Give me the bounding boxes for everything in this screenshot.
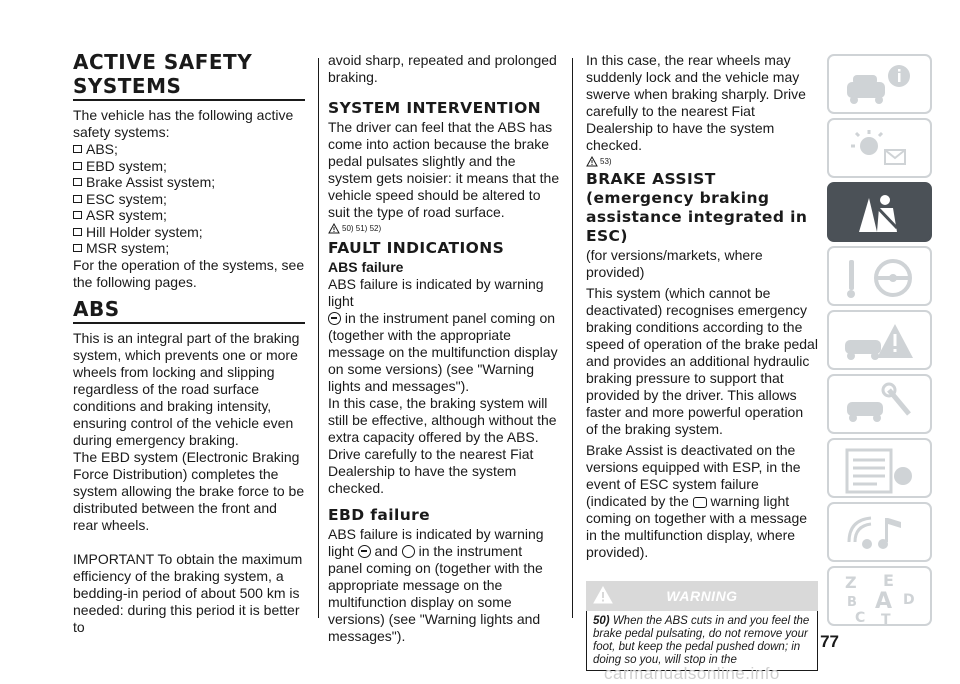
list-item: EBD system; (73, 158, 305, 175)
warning-triangle-icon (586, 156, 598, 167)
safety-icon (829, 184, 934, 244)
brake-assist-paragraph-1: This system (which cannot be deactivated) recognises emergency braking conditions according to the speed of operation of the brake pedal and provides an additional hydraulic braking pressure to support that provided by the driver. This allows faster and more powerful operation of the braking system. (586, 285, 818, 437)
heading-brake-assist: BRAKE ASSIST (emergency braking assistance integrated in ESC) (586, 170, 808, 245)
systems-list (73, 141, 305, 257)
svg-text:Z: Z (845, 573, 857, 592)
svg-text:T: T (881, 612, 891, 628)
warning-references: 50) 51) 52) (328, 223, 560, 234)
checkbox-bullet-icon (73, 244, 82, 252)
tab-multimedia[interactable] (827, 502, 932, 562)
tab-safety[interactable] (827, 182, 932, 242)
heading-abs-failure: ABS failure (328, 259, 404, 275)
list-item: ESC system; (73, 191, 305, 208)
heading-system-intervention: SYSTEM INTERVENTION (328, 99, 542, 117)
checkbox-bullet-icon (73, 178, 82, 186)
system-intervention-text: The driver can feel that the ABS has come into action because the brake pedal pulsates slightly and the system gets noisier: it means that the vehicle speed should be altered to suit the type of road surface. (328, 119, 560, 220)
versions-note: (for versions/markets, where provided) (586, 247, 763, 280)
intro-text: The vehicle has the following active safety systems: (73, 107, 294, 140)
brake-warning-light-icon (402, 545, 415, 558)
list-item: Hill Holder system; (73, 224, 305, 241)
abs-warning-light-icon (328, 312, 341, 325)
warning-banner: WARNING (586, 581, 818, 611)
section-title-active-safety: ACTIVE SAFETY SYSTEMS (73, 52, 305, 101)
tab-index[interactable] (827, 566, 932, 626)
checkbox-bullet-icon (73, 162, 82, 170)
technical-data-icon (829, 440, 934, 500)
column-2 (328, 52, 560, 645)
tab-emergency[interactable] (827, 310, 932, 370)
maintenance-icon (829, 376, 934, 436)
important-note: IMPORTANT To obtain the maximum efficiency of the braking system, a bedding-in period of about 500 km is needed: during this period it is better to (73, 550, 303, 635)
warning-reference: 53) (586, 156, 818, 167)
list-item: ASR system; (73, 207, 305, 224)
svg-text:C: C (855, 610, 866, 626)
list-item: MSR system; (73, 240, 305, 257)
svg-text:A: A (875, 589, 893, 614)
tab-maintenance[interactable] (827, 374, 932, 434)
esc-warning-light-icon (693, 497, 707, 508)
ebd-failure-text: ABS failure is indicated by warning light and in the instrument panel coming on (together with the appropriate message on the multifunction display on some versions) (see "Warning lights and messages"). (328, 526, 544, 644)
section-title-abs: ABS (73, 299, 305, 324)
checkbox-bullet-icon (73, 228, 82, 236)
checkbox-bullet-icon (73, 211, 82, 219)
abs-failure-paragraph-2: In this case, the braking system will still be effective, although without the extra capacity offered by the ABS. (328, 395, 557, 445)
warning-triangle-icon (328, 223, 340, 234)
starting-driving-icon (829, 248, 934, 308)
svg-text:D: D (903, 592, 915, 608)
svg-text:E: E (883, 571, 894, 590)
continued-text: avoid sharp, repeated and prolonged braking. (328, 52, 557, 85)
emergency-icon (829, 312, 934, 372)
abs-paragraph-1: This is an integral part of the braking system, which prevents one or more wheels from locking and slipping regardless of the road surface conditions and braking intensity, ensuring control of the vehicle even during emergency braking. (73, 329, 300, 448)
heading-fault-indications: FAULT INDICATIONS (328, 239, 505, 257)
column-3 (586, 52, 818, 671)
svg-text:B: B (847, 595, 857, 610)
checkbox-bullet-icon (73, 195, 82, 203)
warning-triangle-icon (592, 585, 614, 605)
brake-assist-paragraph-2: Brake Assist is deactivated on the versions equipped with ESP, in the event of ESC system failure (indicated by the warning light coming on together with a message in the multifunction display, where provided). (586, 442, 808, 560)
tab-warning-lights[interactable] (827, 118, 932, 178)
see-following-pages: For the operation of the systems, see the following pages. (73, 256, 305, 290)
list-item: ABS; (73, 141, 305, 158)
warning-text-box: 50) When the ABS cuts in and you feel the brake pedal pulsating, do not remove your foot, but keep the pedal pushed down; in doing so you, will stop in the (586, 611, 818, 671)
tab-technical-data[interactable] (827, 438, 932, 498)
abs-paragraph-2: The EBD system (Electronic Braking Force Distribution) completes the system allowing the brake force to be distributed between the front and rear wheels. (73, 448, 305, 533)
abs-warning-light-icon (358, 545, 371, 558)
page-number: 77 (820, 632, 839, 651)
warning-lights-icon (829, 120, 934, 180)
abs-failure-text: ABS failure is indicated by warning light in the instrument panel coming on (together with the appropriate message on the multifunction display on some versions) (see "Warning lights and messages"). (328, 276, 558, 394)
tab-car-info[interactable] (827, 54, 932, 114)
tab-starting-driving[interactable] (827, 246, 932, 306)
multimedia-icon (829, 504, 934, 564)
rear-wheels-text: In this case, the rear wheels may suddenly lock and the vehicle may swerve when braking sharply. Drive carefully to the nearest Fiat Dealership to have the system checked. (586, 52, 806, 153)
column-divider (318, 58, 319, 618)
watermark: carmanualsonline.info (604, 664, 780, 683)
abs-failure-paragraph-3: Drive carefully to the nearest Fiat Dealership to have the system checked. (328, 446, 534, 496)
heading-ebd-failure: EBD failure (328, 506, 431, 524)
index-icon (829, 568, 934, 628)
car-info-icon (829, 56, 934, 116)
column-divider (572, 58, 573, 618)
column-1 (73, 52, 305, 636)
list-item: Brake Assist system; (73, 174, 305, 191)
checkbox-bullet-icon (73, 145, 82, 153)
